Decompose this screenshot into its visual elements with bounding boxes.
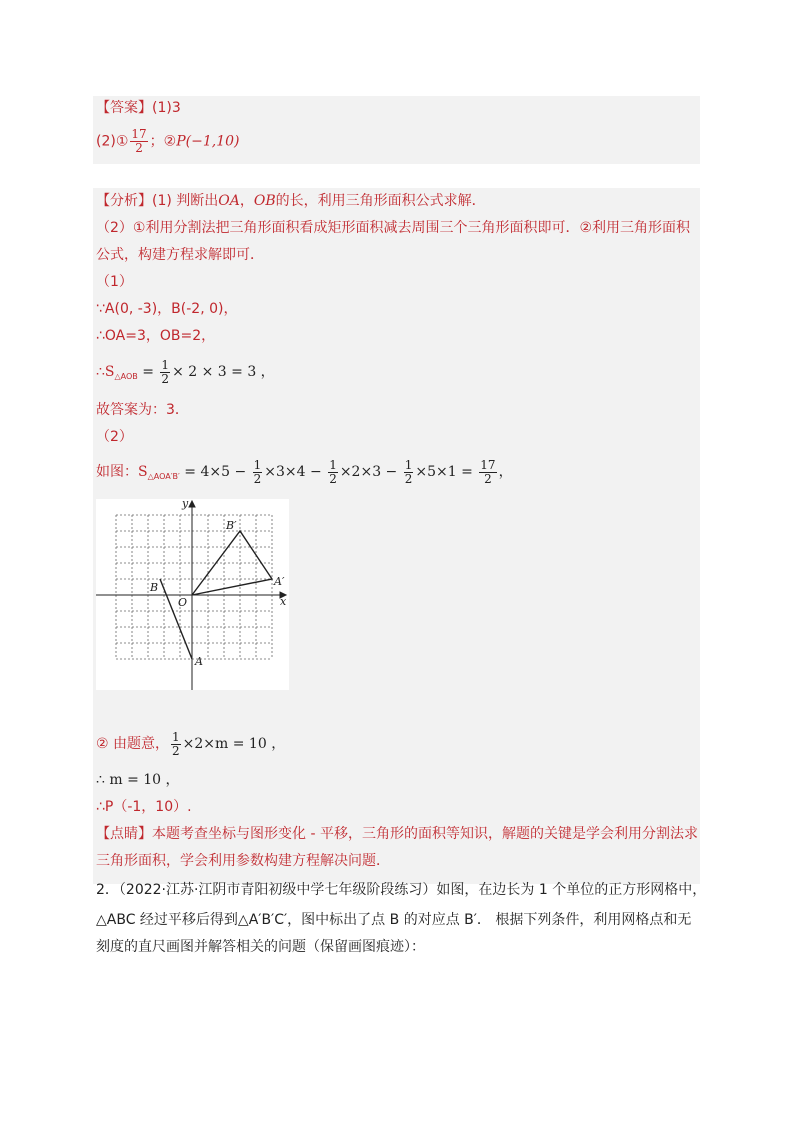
graph-svg — [96, 499, 289, 690]
question2-line-2: △ABC 经过平移后得到△A′B′C′，图中标出了点 B 的对应点 B′． 根据下列条件，利用网格点和无 — [96, 912, 692, 928]
comment-label: 【点睛】 — [96, 826, 152, 842]
point-bprime-label: B′ — [226, 519, 237, 532]
p-result: ∴P（-1，10）. — [96, 799, 192, 815]
comment-line-2: 三角形面积，学会利用参数构建方程解决问题． — [96, 853, 390, 869]
point-a-label: A — [195, 655, 203, 668]
answer-fraction: $\frac{17}{2}$ — [131, 127, 147, 155]
conclusion: 故答案为：3． — [96, 402, 189, 418]
figure-formula: 如图：$S_{\triangle AOA'B'} = 4\times 5$ − $\frac{1}{2}$ ×3×4 − $\frac{1}{2}$ ×2×3 − $\frac{1}{2}$ ×5×1 = $\frac{17}{2}$ ， — [96, 457, 513, 486]
answer-part2-sep: ；② — [149, 133, 177, 150]
point-b-label: B — [150, 581, 159, 594]
x-axis-label: x — [280, 595, 287, 608]
part2-label: （2） — [96, 429, 133, 445]
answer-label: 【答案】 — [96, 100, 152, 116]
m-result: ∴ m = 10 ， — [96, 772, 180, 788]
lengths: ∴OA=3，OB=2， — [96, 328, 216, 344]
part1-label: （1） — [96, 274, 133, 290]
segment-BA — [160, 579, 192, 659]
origin-label: O — [178, 596, 188, 609]
answer-line-1 — [96, 98, 181, 118]
answer-line-2 — [96, 128, 239, 155]
answer-part1: (1)3 — [152, 100, 181, 116]
grid-lines — [116, 515, 272, 659]
analysis-line-1: 【分析】(1) 判断出OA，OB的长，利用三角形面积公式求解． — [96, 193, 486, 209]
answer-part2-prefix: (2)① — [96, 133, 129, 150]
question2-line-1: 2．（2022·江苏·江阴市青阳初级中学七年级阶段练习）如图，在边长为 1 个单位的正方形网格中， — [96, 882, 707, 898]
coordinate-graph — [96, 499, 289, 690]
area-fraction: $\frac{1}{2}$ — [161, 357, 170, 386]
equation-2: ② 由题意， $\frac{1}{2}$ ×2×m = 10 ， — [96, 729, 286, 758]
y-axis-arrow — [189, 501, 195, 507]
y-axis-label: y — [182, 499, 189, 510]
point-aprime-label: A′ — [274, 575, 285, 588]
analysis-line-3: 公式，构建方程求解即可． — [96, 247, 264, 263]
analysis-label: 【分析】 — [96, 193, 152, 209]
axes — [96, 501, 286, 690]
question2-line-3: 刻度的直尺画图并解答相关的问题（保留画图痕迹）： — [96, 939, 425, 955]
given-points: ∵A(0, -3)，B(-2, 0)， — [96, 301, 238, 317]
analysis-line-2: （2）①利用分割法把三角形面积看成矩形面积减去周围三个三角形面积即可．②利用三角形面积 — [96, 220, 691, 236]
comment-line-1: 【点睛】本题考查坐标与图形变化 - 平移，三角形的面积等知识，解题的关键是学会利用分割法求 — [96, 826, 698, 842]
area-formula: $\therefore S_{\triangle AOB}$ = $\frac{1}{2}$ × 2 × 3 = 3 ， — [96, 357, 275, 386]
answer-point: P(−1,10) — [176, 133, 240, 150]
